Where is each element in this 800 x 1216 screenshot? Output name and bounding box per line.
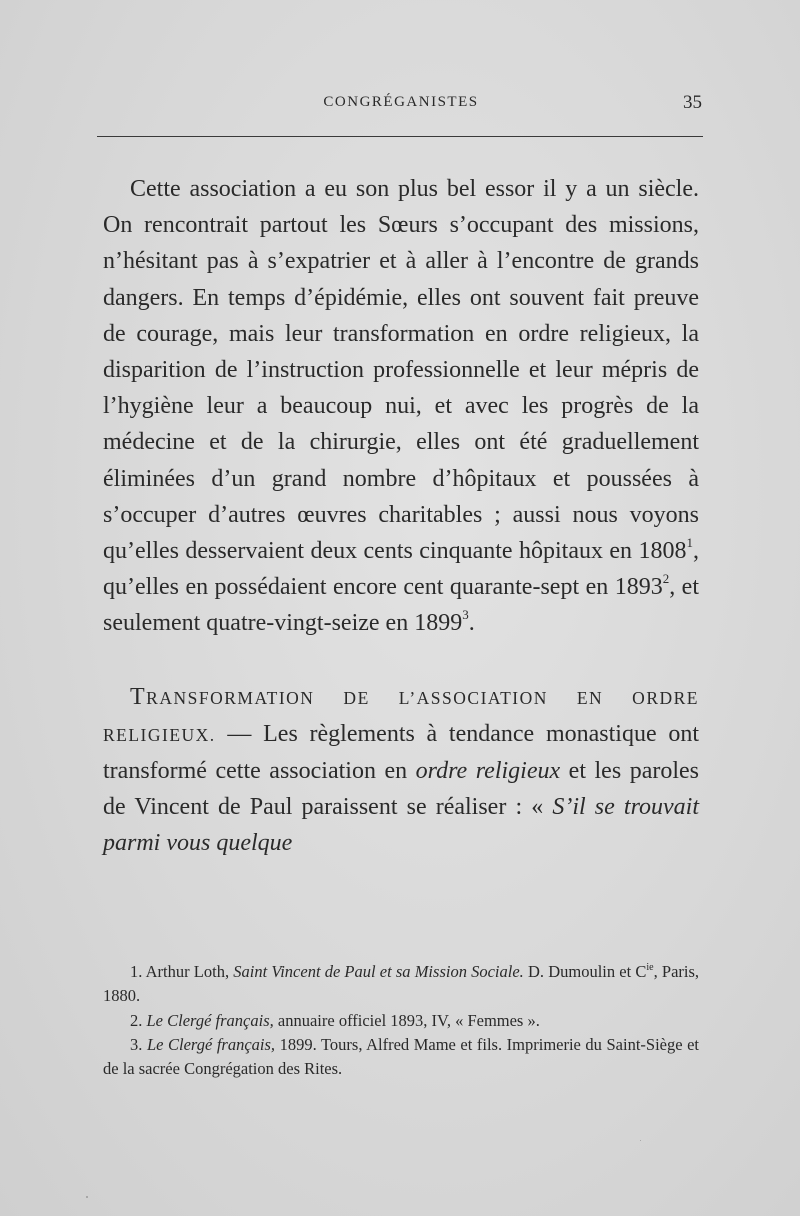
footnote-ref-3: 3 [462,607,469,623]
footnote-publisher: D. Dumoulin et C [527,962,647,981]
body-text [103,171,699,862]
footnote-tail: , Paris, 1880. [103,962,700,1006]
footnote-number: 2. [130,1010,143,1030]
footnote-rest: annuaire officiel 1893, IV, « Femmes ». [277,1010,540,1030]
footnote-2 [103,1009,699,1033]
section-heading: RANSFORMATION DE L’ASSOCIATION EN ORDRE RELIGIEUX. [103,687,699,745]
footnote-ref-2: 2 [662,571,670,587]
footnote-title: Le Clergé français, [146,1034,276,1054]
paper-speck [86,1196,88,1198]
footnote-title: Le Clergé français, [146,1010,274,1030]
paragraph-1-text-d: . [468,610,475,637]
footnote-superscript: ie [646,962,654,973]
footnote-author: Arthur Loth, [145,962,230,981]
paragraph-1 [103,171,699,642]
footnote-number: 3. [130,1034,143,1054]
footnote-1 [103,960,699,1009]
year-1808: 1808 [638,538,687,565]
footnotes [103,960,699,1081]
footnote-ref-1: 1 [686,535,693,551]
year-1893: 1893 [614,574,663,601]
paragraph-1-text-b: , qu’elles en possédaient encore cent quarante-sept en [103,538,699,601]
paragraph-2-text-b: et les paroles de Vincent de Paul paraissent se réaliser : « [103,758,700,821]
footnote-rest: 1899. Tours, Alfred Mame et fils. Imprimerie du Saint-Siège et de la sacrée Congrégation des Rites. [103,1034,700,1079]
paragraph-1-text: Cette association a eu son plus bel essor il y a un siècle. On rencontrait partout les Sœurs s’occupant des missions, n’hésitant pas à s’expatrier et à aller à l’encontre de grands dangers. En temps d’épidémie, elles ont souvent fait preuve de courage, mais leur transformation en ordre religieux, la disparition de l’instruction professionnelle et leur mépris de l’hygiène leur a beaucoup nui, et avec les progrès de la médecine et de la chirurgie, elles ont été graduellement éliminées d’un grand nombre d’hôpitaux et poussées à s’occuper d’autres œuvres charitables ; aussi nous voyons qu’elles desservaient deux cents cinquante hôpitaux en [103,176,699,565]
header-rule [97,136,703,137]
paragraph-2-text-a: — Les règlements à tendance monastique ont transformé cette association en [103,720,699,785]
page-number: 35 [683,92,702,113]
italic-quote: S’il se trouvait parmi vous quelque [103,794,700,857]
running-title: CONGRÉGANISTES [323,94,479,110]
paper-speck [640,1140,641,1141]
page-header [100,92,702,122]
paragraph-1-text-c: , et seulement quatre-vingt-seize en [103,574,699,637]
year-1899: 1899 [414,610,463,637]
section-heading-initial: T [130,683,147,710]
footnote-number: 1. [130,962,143,981]
footnote-title: Saint Vincent de Paul et sa Mission Sociale. [233,962,524,981]
paragraph-2 [103,679,699,862]
footnote-3 [103,1033,699,1082]
italic-ordre-religieux: ordre religieux [415,758,561,785]
